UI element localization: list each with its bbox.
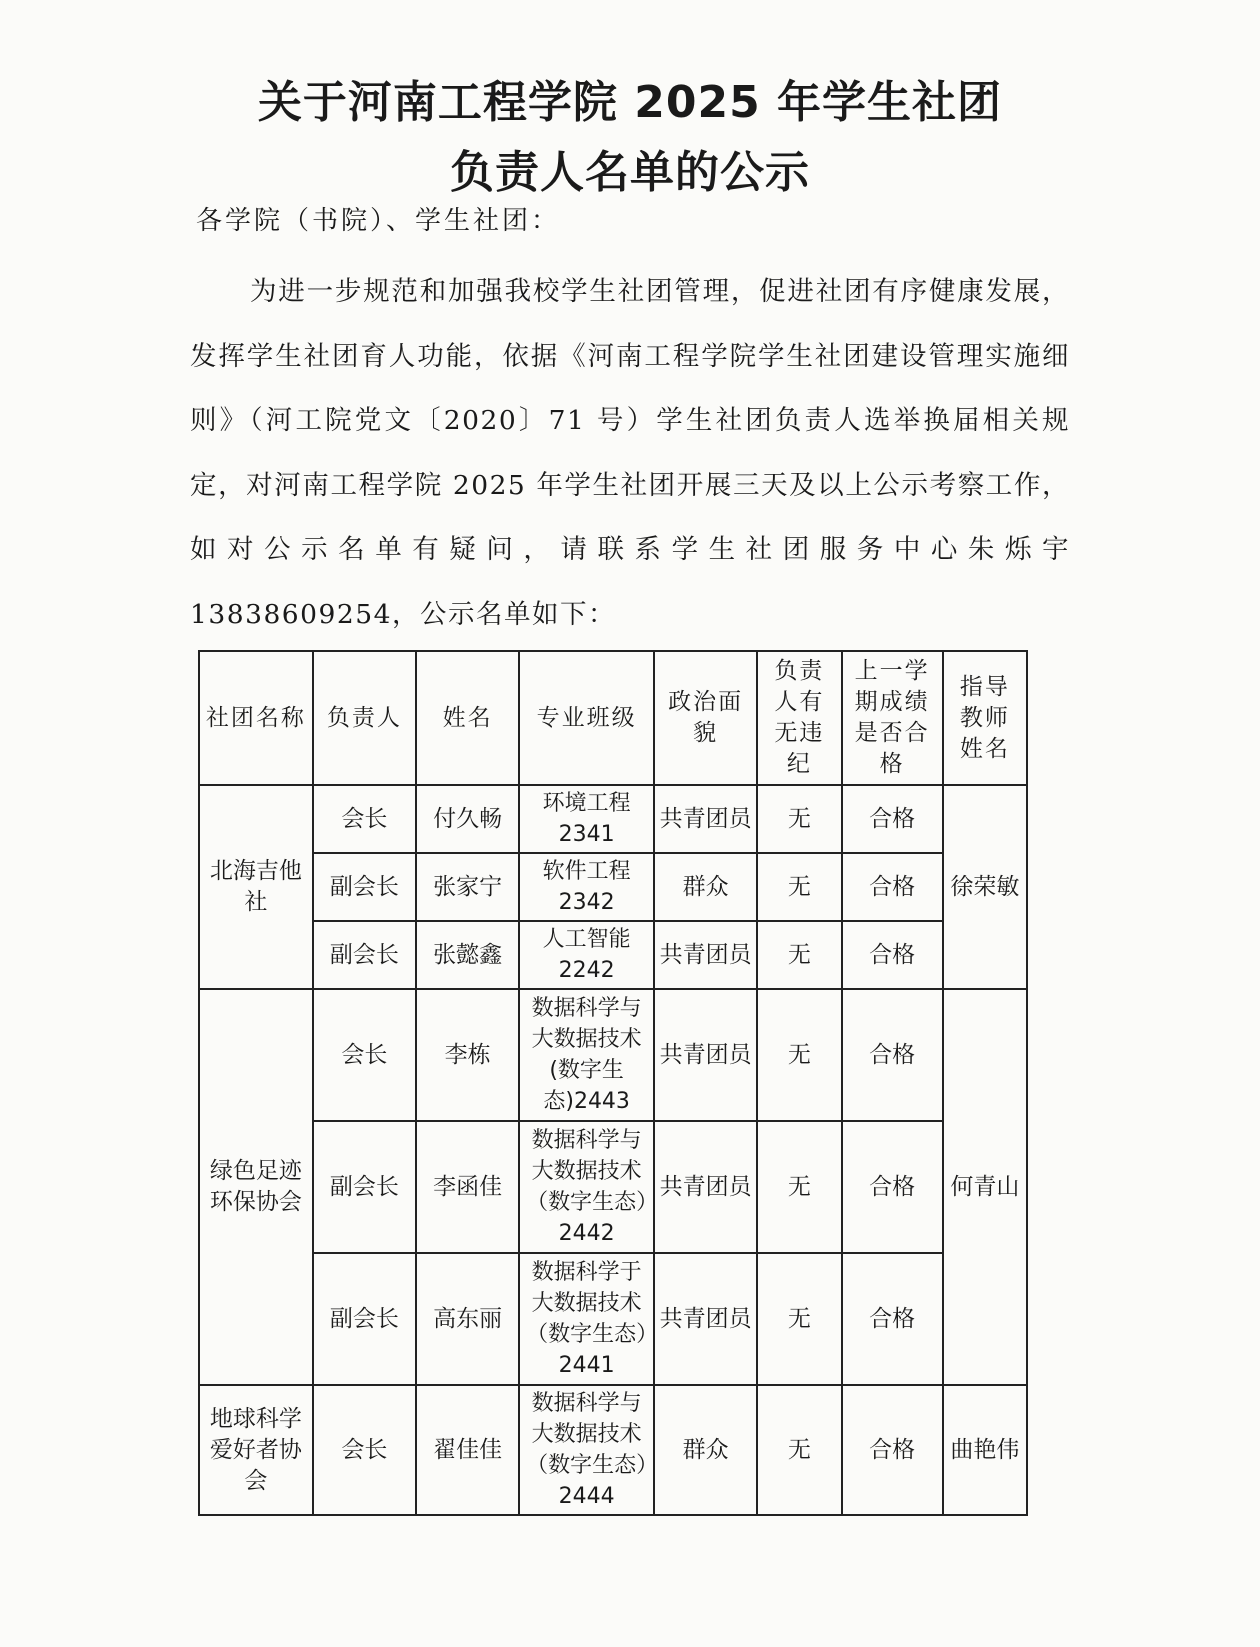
table-row [199,1253,1027,1385]
name-cell: 张懿鑫 [416,921,519,989]
title-line-1: 关于河南工程学院 2025 年学生社团 [257,77,1003,128]
major-cell: 人工智能2242 [519,921,654,989]
role-cell: 会长 [313,989,416,1121]
role-cell: 会长 [313,785,416,853]
name-cell: 翟佳佳 [416,1385,519,1515]
major-cell: 数据科学于大数据技术（数字生态）2441 [519,1253,654,1385]
role-cell: 副会长 [313,1121,416,1253]
grade-cell: 合格 [842,989,943,1121]
political-cell: 共青团员 [654,1253,757,1385]
grade-cell: 合格 [842,785,943,853]
table-row [199,1385,1027,1515]
grade-cell: 合格 [842,1385,943,1515]
name-cell: 李函佳 [416,1121,519,1253]
name-cell: 付久畅 [416,785,519,853]
header-role: 负责人 [313,651,416,785]
header-advisor: 指导教师姓名 [943,651,1027,785]
major-cell: 数据科学与大数据技术（数字生态）2444 [519,1385,654,1515]
roster-table [198,650,1028,1516]
violation-cell: 无 [757,989,841,1121]
table-row [199,1121,1027,1253]
grade-cell: 合格 [842,921,943,989]
club-name-cell: 地球科学爱好者协会 [199,1385,313,1515]
political-cell: 群众 [654,1385,757,1515]
advisor-cell: 徐荣敏 [943,785,1027,989]
salutation: 各学院（书院）、学生社团： [196,206,561,236]
grade-cell: 合格 [842,853,943,921]
name-cell: 张家宁 [416,853,519,921]
header-political: 政治面貌 [654,651,757,785]
political-cell: 群众 [654,853,757,921]
advisor-cell: 曲艳伟 [943,1385,1027,1515]
violation-cell: 无 [757,853,841,921]
political-cell: 共青团员 [654,785,757,853]
political-cell: 共青团员 [654,989,757,1121]
club-name-cell: 北海吉他社 [199,785,313,989]
major-cell: 软件工程2342 [519,853,654,921]
violation-cell: 无 [757,785,841,853]
role-cell: 会长 [313,1385,416,1515]
major-cell: 数据科学与大数据技术(数字生态)2443 [519,989,654,1121]
political-cell: 共青团员 [654,921,757,989]
name-cell: 李栋 [416,989,519,1121]
table-header-row [199,651,1027,785]
major-cell: 环境工程2341 [519,785,654,853]
role-cell: 副会长 [313,1253,416,1385]
violation-cell: 无 [757,1253,841,1385]
grade-cell: 合格 [842,1253,943,1385]
name-cell: 高东丽 [416,1253,519,1385]
table-row [199,853,1027,921]
violation-cell: 无 [757,921,841,989]
title-line-2: 负责人名单的公示 [450,147,810,198]
header-violation: 负责人有无违纪 [757,651,841,785]
advisor-cell: 何青山 [943,989,1027,1385]
table-row [199,921,1027,989]
header-grade: 上一学期成绩是否合格 [842,651,943,785]
grade-cell: 合格 [842,1121,943,1253]
table-row [199,785,1027,853]
header-major: 专业班级 [519,651,654,785]
violation-cell: 无 [757,1385,841,1515]
header-name: 姓名 [416,651,519,785]
club-name-cell: 绿色足迹环保协会 [199,989,313,1385]
political-cell: 共青团员 [654,1121,757,1253]
announcement-body: 为进一步规范和加强我校学生社团管理，促进社团有序健康发展，发挥学生社团育人功能，依据《河南工程学院学生社团建设管理实施细则》（河工院党文〔2020〕71 号）学生社团负责人选举换届相关规定，对河南工程学院 2025 年学生社团开展三天及以上公示考察工作，如对公示名单有疑问，请联系学生社团服务中心朱烁宇 13838609254，公示名单如下： [190,276,1070,630]
table-row [199,989,1027,1121]
header-club: 社团名称 [199,651,313,785]
role-cell: 副会长 [313,853,416,921]
violation-cell: 无 [757,1121,841,1253]
major-cell: 数据科学与大数据技术（数字生态）2442 [519,1121,654,1253]
role-cell: 副会长 [313,921,416,989]
